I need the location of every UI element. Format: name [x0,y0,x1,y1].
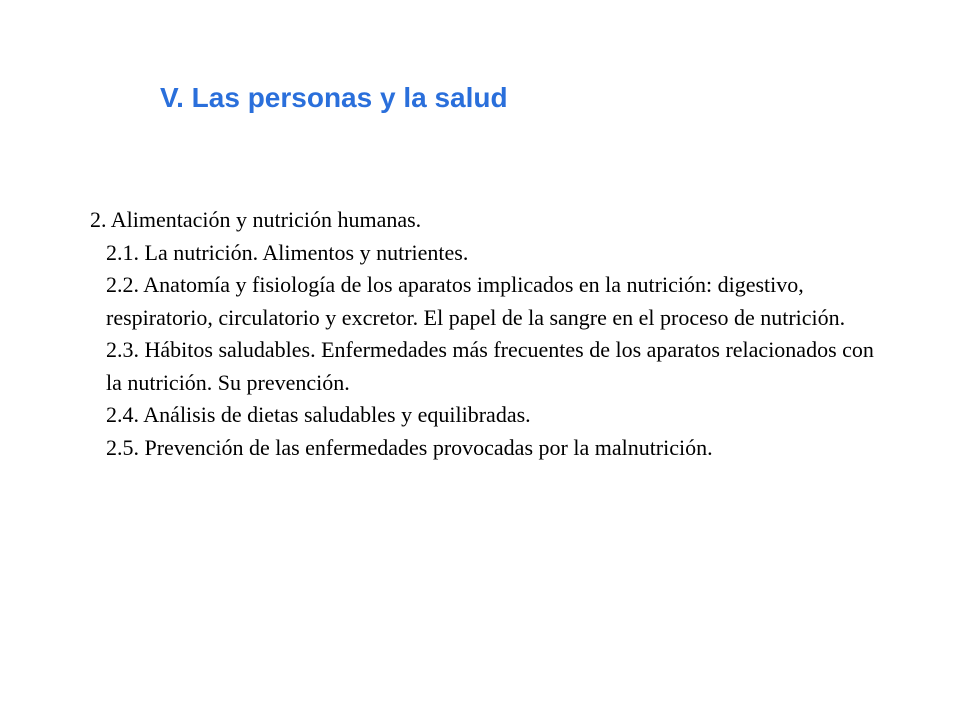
subsection-item-2-1: 2.1. La nutrición. Alimentos y nutrientes. [106,239,469,265]
subsection-item-2-3: 2.3. Hábitos saludables. Enfermedades más frecuentes de los aparatos relacionados con la nutrición. Su prevención. [106,337,874,395]
subsection-item-2-2: 2.2. Anatomía y fisiología de los aparatos implicados en la nutrición: digestivo, respiratorio, circulatorio y excretor. El papel de la sangre en el proceso de nutrición. [106,272,846,330]
subsection-item-2-5: 2.5. Prevención de las enfermedades provocadas por la malnutrición. [106,434,713,460]
slide-title: V. Las personas y la salud [160,82,508,113]
slide-content [90,204,890,464]
subsection-list [90,237,890,465]
section-heading: 2. Alimentación y nutrición humanas. [90,207,422,232]
subsection-item-2-4: 2.4. Análisis de dietas saludables y equilibradas. [106,402,531,427]
